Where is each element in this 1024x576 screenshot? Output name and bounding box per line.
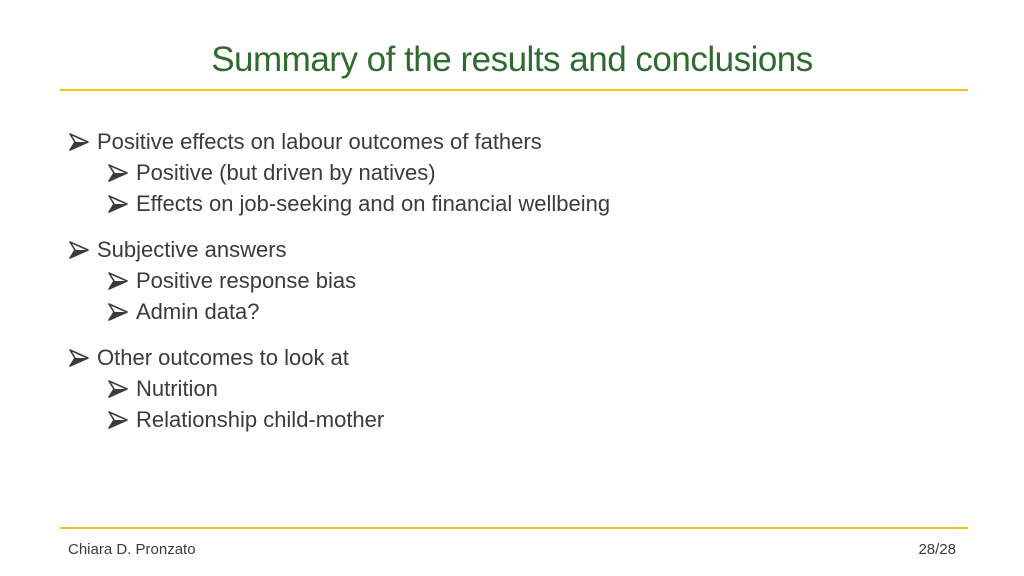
arrow-bullet-icon — [68, 240, 90, 260]
bullet-item — [68, 234, 948, 265]
arrow-bullet-icon — [68, 348, 90, 368]
sub-bullet-text: Positive response bias — [136, 267, 357, 293]
slide-title: Summary of the results and conclusions — [211, 40, 813, 79]
footer-divider — [60, 527, 968, 529]
arrow-bullet-icon — [68, 132, 90, 152]
sub-bullet-text: Admin data? — [136, 298, 260, 324]
bullet-text: Positive effects on labour outcomes of fathers — [97, 128, 542, 154]
title-divider — [60, 89, 968, 91]
sub-bullet-item — [107, 373, 948, 404]
arrow-bullet-icon — [107, 379, 129, 399]
sub-bullet-text: Positive (but driven by natives) — [136, 159, 436, 185]
sub-bullet-item — [107, 188, 948, 219]
sub-bullet-item — [107, 296, 948, 327]
sub-bullet-item — [107, 404, 948, 435]
sub-bullet-text: Effects on job-seeking and on financial wellbeing — [136, 190, 611, 216]
arrow-bullet-icon — [107, 194, 129, 214]
bullet-text: Other outcomes to look at — [97, 344, 349, 370]
arrow-bullet-icon — [107, 163, 129, 183]
bullet-group — [68, 342, 948, 435]
footer-author: Chiara D. Pronzato — [68, 541, 196, 558]
sub-bullet-item — [107, 157, 948, 188]
sub-bullet-text: Nutrition — [136, 375, 218, 401]
arrow-bullet-icon — [107, 271, 129, 291]
bullet-group — [68, 234, 948, 327]
bullet-text: Subjective answers — [97, 236, 287, 262]
arrow-bullet-icon — [107, 410, 129, 430]
sub-bullet-item — [107, 265, 948, 296]
bullet-group — [68, 126, 948, 219]
page-number: 28/28 — [918, 541, 956, 558]
sub-bullet-text: Relationship child-mother — [136, 406, 385, 432]
bullet-list — [68, 126, 948, 450]
bullet-item — [68, 342, 948, 373]
bullet-item — [68, 126, 948, 157]
arrow-bullet-icon — [107, 302, 129, 322]
